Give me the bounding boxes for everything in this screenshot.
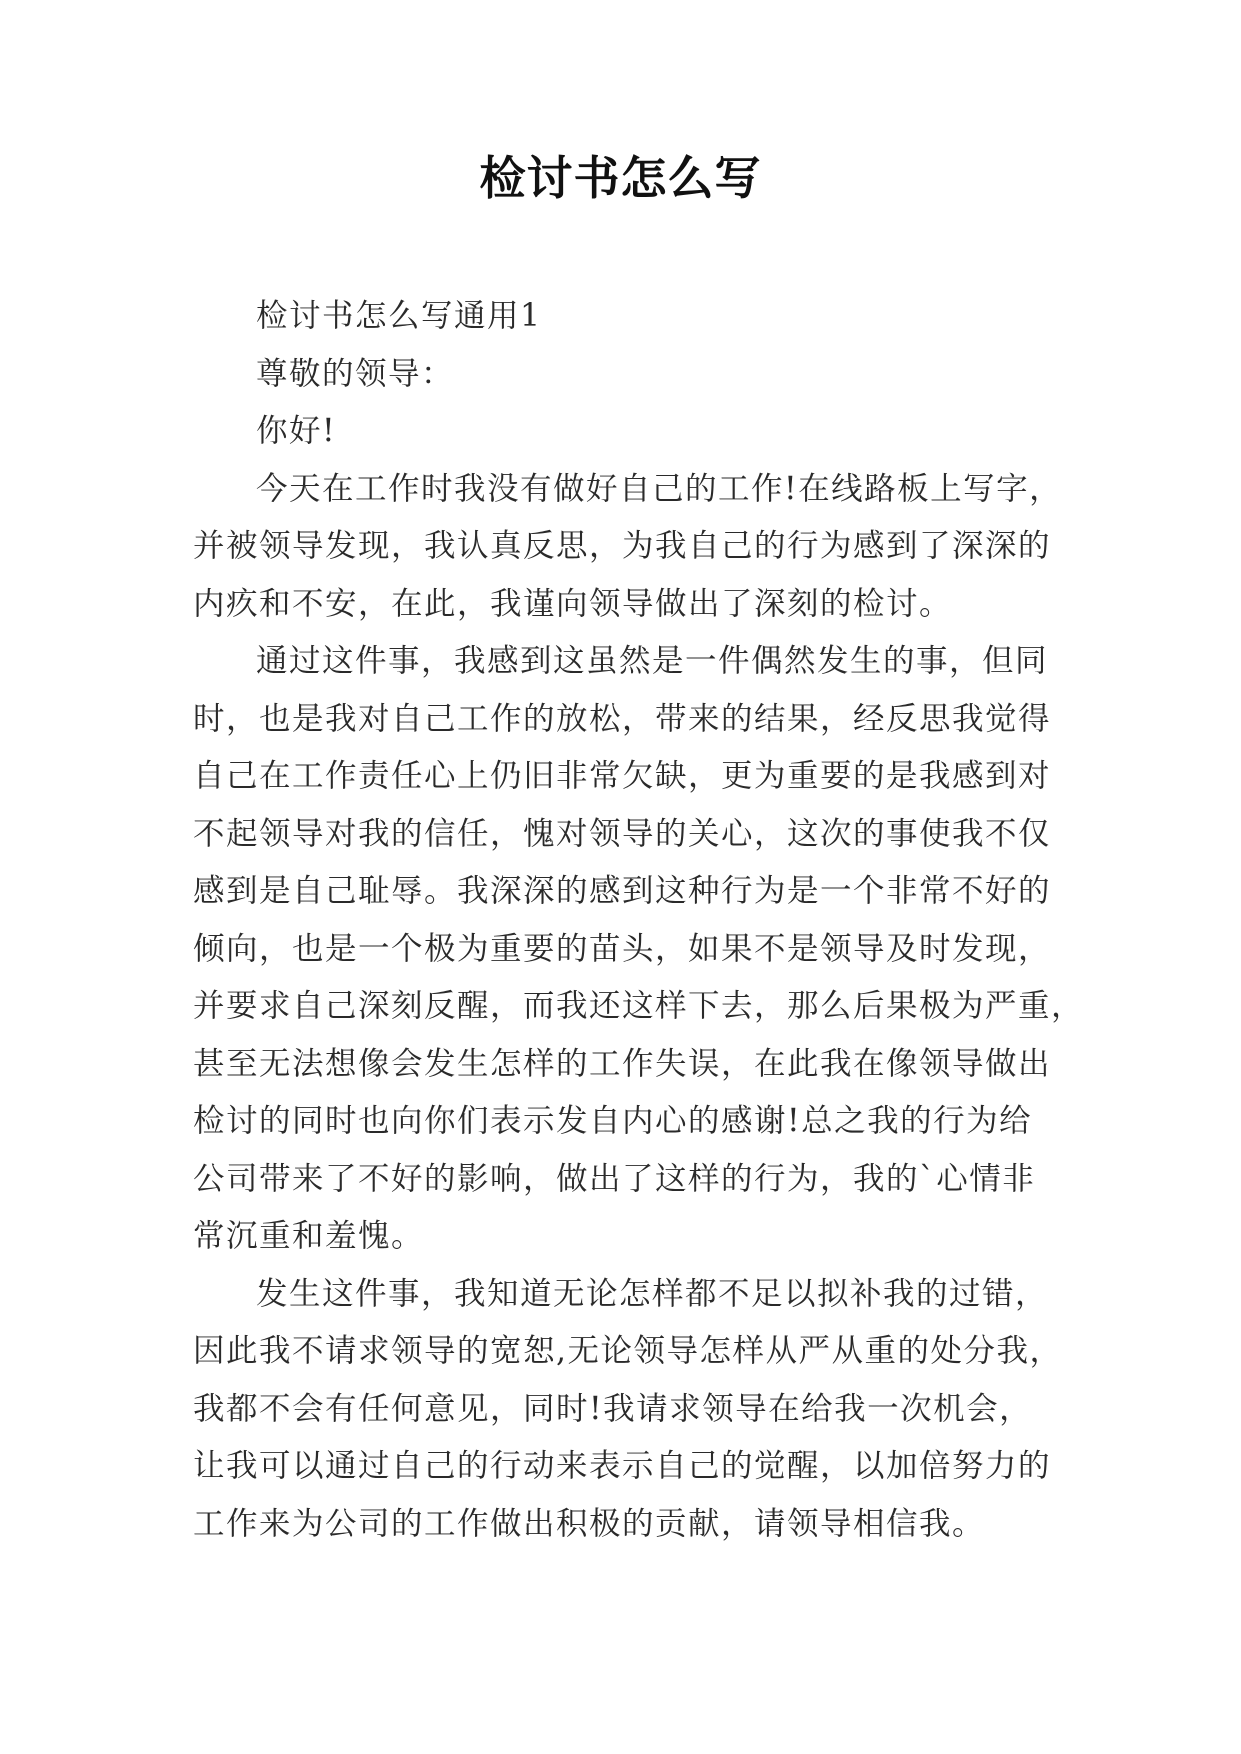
paragraph-line: 并被领导发现，我认真反思，为我自己的行为感到了深深的	[193, 528, 1052, 564]
paragraph-line: 让我可以通过自己的行动来表示自己的觉醒，以加倍努力的	[193, 1448, 1052, 1484]
paragraph-line: 感到是自己耻辱。我深深的感到这种行为是一个非常不好的	[193, 873, 1052, 909]
paragraph-line: 公司带来了不好的影响，做出了这样的行为，我的`心情非	[193, 1160, 1036, 1197]
paragraph-line: 常沉重和羞愧。	[193, 1218, 425, 1254]
paragraph-line: 我都不会有任何意见，同时!我请求领导在给我一次机会，	[193, 1390, 1033, 1427]
paragraph-line: 发生这件事，我知道无论怎样都不足以拟补我的过错，	[256, 1275, 1049, 1312]
document-body	[193, 288, 1085, 1553]
paragraph-line: 时，也是我对自己工作的放松，带来的结果，经反思我觉得	[193, 700, 1052, 737]
paragraph-line: 自己在工作责任心上仍旧非常欠缺，更为重要的是我感到对	[193, 758, 1052, 794]
salutation: 尊敬的领导：	[256, 355, 455, 392]
section-heading: 检讨书怎么写通用1	[256, 298, 542, 334]
paragraph-line: 检讨的同时也向你们表示发自内心的感谢!总之我的行为给	[193, 1103, 1033, 1139]
paragraph-line: 甚至无法想像会发生怎样的工作失误，在此我在像领导做出	[193, 1045, 1052, 1082]
paragraph-line: 通过这件事，我感到这虽然是一件偶然发生的事，但同	[256, 643, 1049, 679]
paragraph-line: 工作来为公司的工作做出积极的贡献，请领导相信我。	[193, 1505, 986, 1542]
paragraph-line: 今天在工作时我没有做好自己的工作!在线路板上写字，	[256, 470, 1063, 507]
paragraph-line: 内疚和不安，在此，我谨向领导做出了深刻的检讨。	[193, 585, 953, 622]
document-title: 检讨书怎么写	[479, 151, 762, 205]
paragraph-line: 倾向，也是一个极为重要的苗头，如果不是领导及时发现，	[193, 930, 1052, 967]
paragraph-line: 并要求自己深刻反醒，而我还这样下去，那么后果极为严重，	[193, 988, 1085, 1024]
paragraph-line: 因此我不请求领导的宽恕,无论领导怎样从严从重的处分我，	[193, 1333, 1063, 1369]
paragraph-line: 不起领导对我的信任，愧对领导的关心，这次的事使我不仅	[193, 815, 1052, 852]
greeting: 你好!	[256, 413, 337, 449]
